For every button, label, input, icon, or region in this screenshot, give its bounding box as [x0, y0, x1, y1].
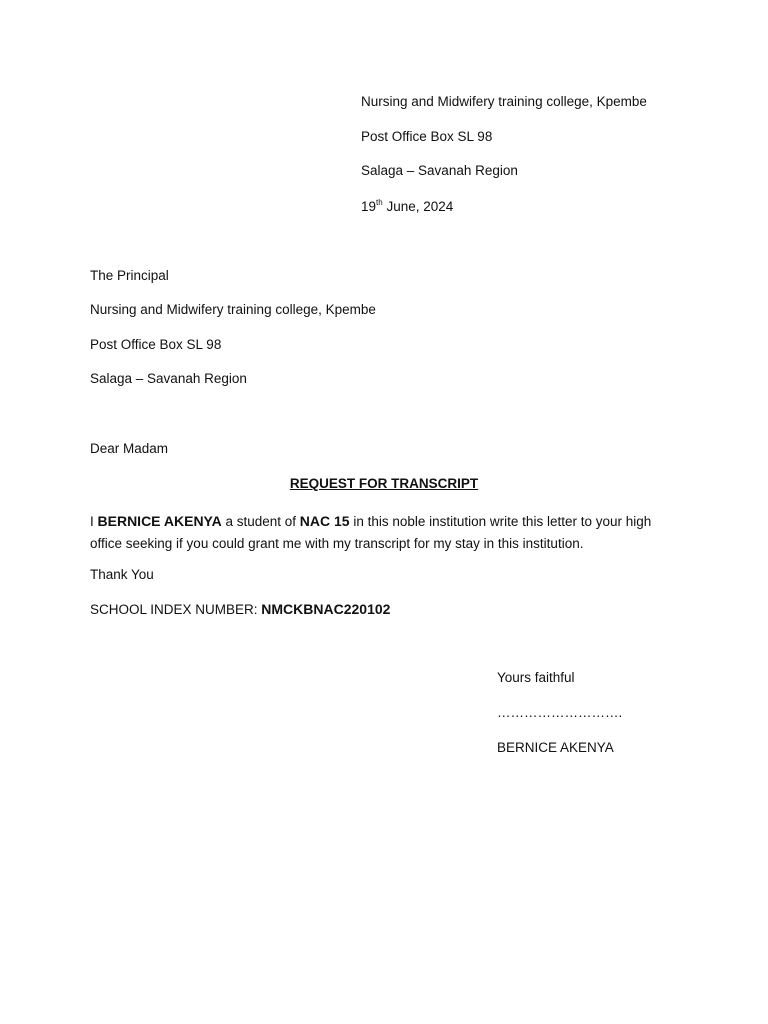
sender-po-box: Post Office Box SL 98: [361, 129, 493, 144]
signatory-name: BERNICE AKENYA: [497, 740, 614, 755]
student-name: BERNICE AKENYA: [97, 513, 222, 529]
body-paragraph: [90, 510, 675, 555]
letter-title: REQUEST FOR TRANSCRIPT: [289, 476, 479, 491]
salutation: Dear Madam: [90, 441, 169, 456]
date-suffix: th: [376, 198, 383, 207]
date-day: 19: [361, 199, 377, 214]
recipient-po-box: Post Office Box SL 98: [90, 337, 222, 352]
date-month-year: June, 2024: [382, 199, 454, 214]
recipient-location: Salaga – Savanah Region: [90, 371, 247, 386]
recipient-title: The Principal: [90, 268, 169, 283]
body-rest: in this noble institution write this letter to your high office seeking if you could grant me with my transcript for my stay in this institution.: [90, 514, 652, 551]
index-value: NMCKBNAC220102: [261, 601, 391, 617]
sender-institution: Nursing and Midwifery training college, Kpembe: [361, 94, 647, 109]
sender-location: Salaga – Savanah Region: [361, 163, 518, 178]
signature-line: ……………………….: [497, 705, 623, 720]
recipient-institution: Nursing and Midwifery training college, Kpembe: [90, 302, 376, 317]
student-class: NAC 15: [299, 513, 350, 529]
body-mid: a student of: [221, 514, 300, 529]
school-index-number: [90, 601, 390, 618]
closing: Yours faithful: [497, 670, 575, 685]
index-label: SCHOOL INDEX NUMBER:: [90, 602, 262, 617]
body-prefix: I: [90, 514, 98, 529]
letter-date: [361, 199, 453, 215]
thank-you: Thank You: [90, 567, 154, 582]
